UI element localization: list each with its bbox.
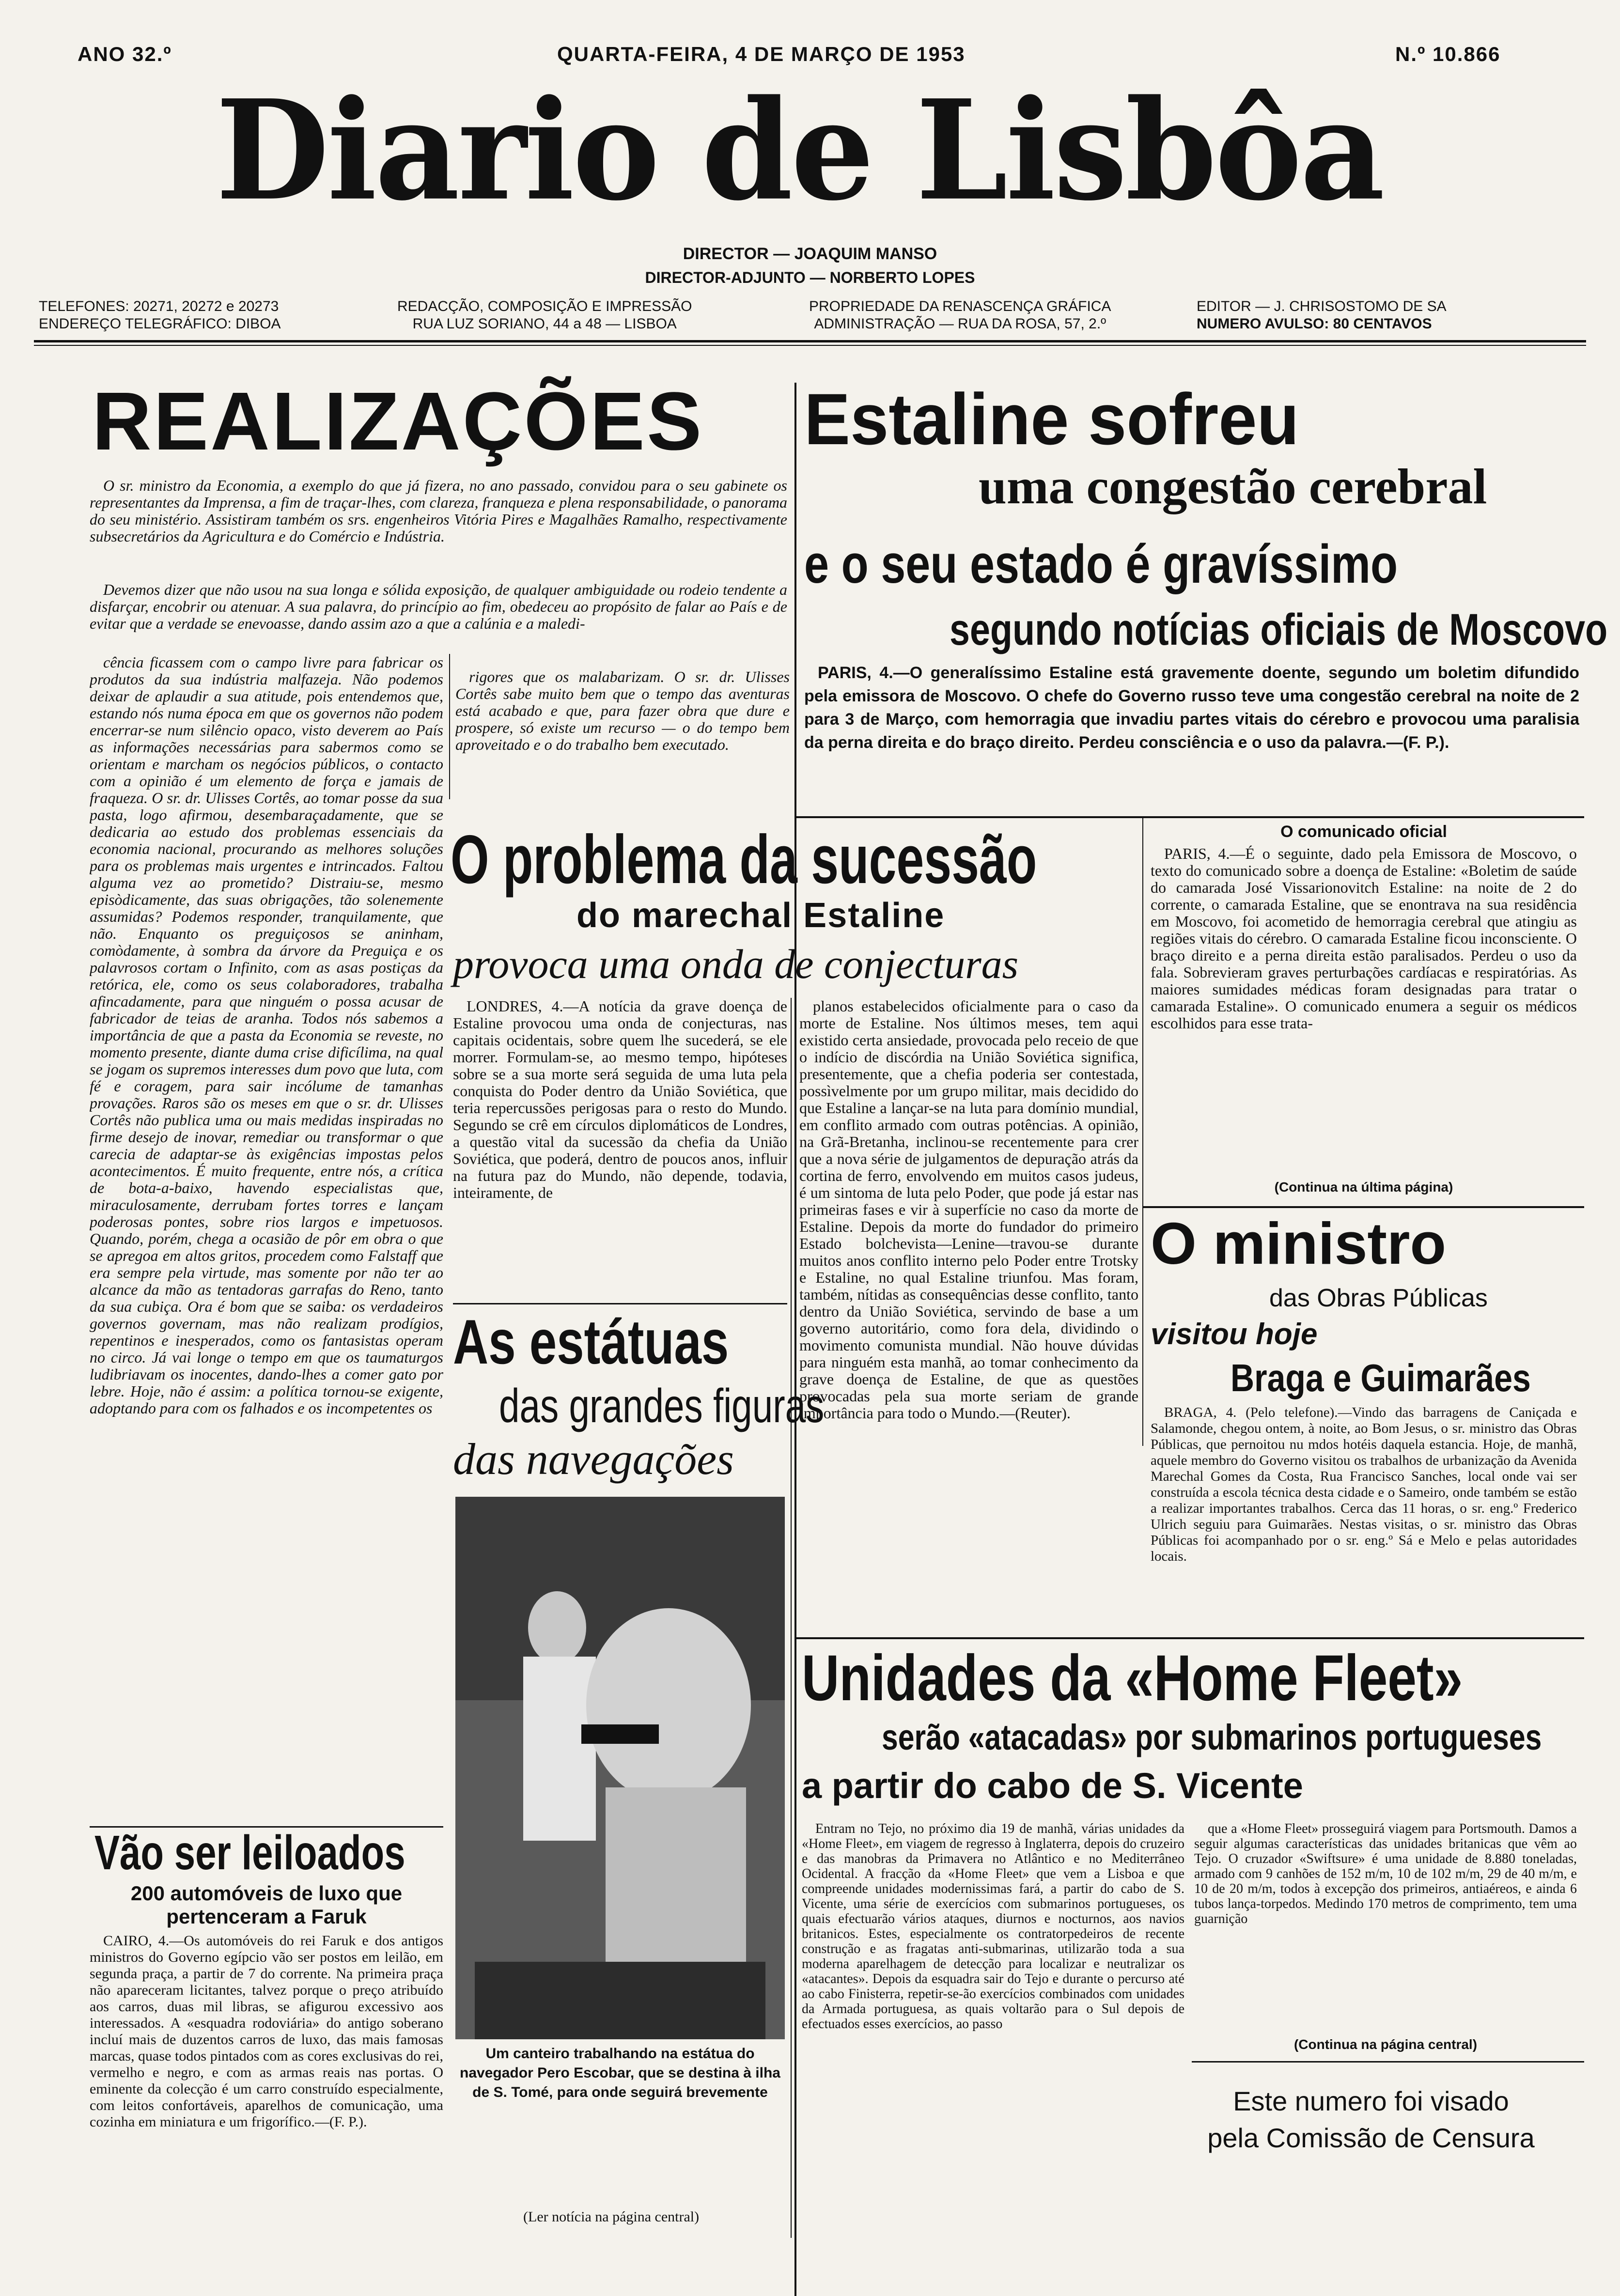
header-rule: [34, 340, 1586, 342]
estatuas-title-3: das navegações: [453, 1434, 734, 1484]
administration-address: ADMINISTRAÇÃO — RUA DA ROSA, 57, 2.º: [814, 316, 1106, 332]
issue-date: QUARTA-FEIRA, 4 DE MARÇO DE 1953: [557, 43, 966, 65]
realizacoes-column-b-text: rigores que os malabarizam. O sr. dr. Ulisses Cortês sabe muito bem que o tempo das aventuras está acabado e que, para fazer obra que dure e prospere, só existe um recurso — o do tempo bem aproveitado e o do trabalho bem executado.: [455, 668, 790, 753]
comunicado-title: O comunicado oficial: [1280, 822, 1447, 841]
ministro-title-2: das Obras Públicas: [1269, 1284, 1488, 1312]
price: NUMERO AVULSO: 80 CENTAVOS: [1197, 316, 1432, 332]
column-divider: [794, 383, 796, 2296]
realizacoes-paragraph-text: Devemos dizer que não usou na sua longa e sólida exposição, de qualquer ambiguidade ou rodeio tendente a disfarçar, encobrir ou atenuar. A sua palavra, do princípio ao fim, obedeceu ao propósito de falar ao País e de evitar que a verdade se enevoasse, dando assim azo a que a calúnia e a maledi-: [90, 581, 787, 632]
ministro-title-3: visitou hoje: [1151, 1318, 1318, 1351]
leiloados-title: Vão ser leiloados: [94, 1826, 405, 1880]
header-contacts: [39, 298, 281, 333]
home-fleet-column-b: [1194, 1821, 1577, 2030]
home-fleet-column-b-text: que a «Home Fleet» prosseguirá viagem para Portsmouth. Damos a seguir algumas características das unidades britanicas que vêm ao Tejo. O cruzador «Swiftsure» é uma unidade de 8.880 toneladas, armado com 9 canhões de 152 m/m, 10 de 102 m/m, 29 de 40 m/m, e 10 de 20 m/m, todos à excepção dos primeiros, antiaéreos, e ainda 6 tubos lança-torpedos. Medindo 170 metros de comprimento, tem uma guarnição: [1194, 1821, 1577, 1926]
deputy-director-line: DIRECTOR-ADJUNTO — NORBERTO LOPES: [645, 269, 975, 286]
censorship-line-1: Este numero foi visado: [1233, 2086, 1509, 2116]
sucessao-column-a-text: LONDRES, 4.—A notícia da grave doença de Estaline provocou uma onda de conjecturas, nas capitais ocidentais, sobre quem lhe sucederá, se ele morrer. Formulam-se, ao mesmo tempo, hipóteses sobre se a sua morte será seguida de uma luta pela conquista do Poder dentro da União Soviética, que teria repercussões perigosas para o resto do Mundo. Segundo se crê em círculos diplomáticos de Londres, a questão vital da sucessão da chefia da União Soviética, que poderá, dentro de poucos anos, influir na futura paz do Mundo, não depende, todavia, inteiramente, de: [453, 998, 787, 1201]
estaline-title-4: segundo notícias oficiais de Moscovo: [950, 605, 1608, 654]
realizacoes-title: REALIZAÇÕES: [92, 375, 704, 467]
editorial-office: REDACÇÃO, COMPOSIÇÃO E IMPRESSÃO: [397, 298, 692, 314]
estaline-title-1: Estaline sofreu: [804, 378, 1299, 460]
ministro-body: [1151, 1405, 1577, 1623]
column-divider: [449, 654, 450, 799]
property: PROPRIEDADE DA RENASCENÇA GRÁFICA: [809, 298, 1111, 314]
censorship-line-2: pela Comissão de Censura: [1207, 2123, 1535, 2153]
leiloados-body-text: CAIRO, 4.—Os automóveis do rei Faruk e dos antigos ministros do Governo egípcio vão ser postos em leilão, em segunda praça, a partir de 7 do corrente. Na primeira praça não apareceram licitantes, talvez porque o preço atribuído aos carros, duas mil libras, se afigurou excessivo aos interessados. A «esquadra rodoviária» do antigo soberano incluí mais de duzentos carros de luxo, das mais famosas marcas, quase todos pintados com as cores exclusivas do rei, vermelho e negro, e com as armas reais nas portas. O eminente da colecção é um carro construído especialmente, com leitos confortáveis, aparelhos de comunicação, uma cozinha em miniatura e um frigorífico.—(F. P.).: [90, 1933, 443, 2130]
realizacoes-paragraph: [90, 581, 787, 654]
estatuas-title-2: das grandes figuras: [499, 1379, 825, 1432]
phones: TELEFONES: 20271, 20272 e 20273: [39, 298, 279, 314]
home-fleet-title-2: serão «atacadas» por submarinos portugueses: [882, 1717, 1542, 1757]
header-editor: [1197, 298, 1447, 333]
censorship-notice: [1163, 2083, 1579, 2156]
comunicado-body: [1151, 845, 1577, 1175]
comunicado-continue: (Continua na última página): [1274, 1179, 1453, 1195]
sucessao-title-1: O problema da sucessão: [451, 821, 1037, 898]
home-fleet-continue: (Continua na página central): [1293, 2037, 1478, 2052]
home-fleet-title-1: Unidades da «Home Fleet»: [802, 1642, 1463, 1714]
section-rule: [794, 816, 1584, 818]
leiloados-body: [90, 1933, 443, 2204]
ministro-body-text: BRAGA, 4. (Pelo telefone).—Vindo das barragens de Caniçada e Salamonde, chegou ontem, à noite, ao Bom Jesus, o sr. ministro das Obras Públicas, que pernoitou nu mdos hotéis daquela estancia. Hoje, de manhã, aquele membro do Governo visitou os trabalhos de urbanização da Avenida Marechal Gomes da Costa, Rua Francisco Sanches, local onde vai ser construída a escola técnica desta cidade e o Sameiro, onde também se estão a realizar importantes trabalhos. Cerca das 11 horas, o sr. eng.º Frederico Ulrich seguiu para Guimarães. Nestas visitas, o sr. ministro das Obras Públicas foi acompanhado por o sr. eng.º Sá e Melo e pelas autoridades locais.: [1151, 1405, 1577, 1564]
header-editorial: [397, 298, 692, 333]
column-divider: [1142, 816, 1143, 1446]
realizacoes-column-a-text: cência ficassem com o campo livre para fabricar os produtos da sua indústria malfazeja. Não podemos deixar de aplaudir a sua atitude, pois entendemos que, estando nós numa época em que os governos não podem encerrar-se num silêncio opaco, visto deverem ao País as informações necessárias para sabermos como se orientam e marcham os negócios públicos, o contacto com a opinião é um elemento de força e jamais de fraqueza. O sr. dr. Ulisses Cortês, ao tomar posse da sua pasta, logo afirmou, desembaraçadamente, que se dedicaria ao estudo dos problemas essenciais da economia nacional, procurando as melhores soluções para os problemas mais urgentes e intrincados. Faltou alguma vez ao prometido? Distraiu-se, mesmo episòdicamente, das suas obrigações, tão solenemente assumidas? Podemos responder, tranquilamente, que não. Enquanto os preguiçosos se aninham, comòdamente, à sombra da árvore da Preguiça e os palavrosos cortam o Infinito, com as asas postiças da retórica, ele, como os seus colaboradores, trabalha afincadamente, para que ninguém o possa acusar de fabricador de teias de aranha. Todos nós sabemos a importância de que a pasta da Economia se reveste, no momento presente, diante duma crise dificílima, na qual se jogam os supremos interesses dum povo que luta, com fé e coragem, para sair incólume de tamanhas provações. Raros são os meses em que o sr. dr. Ulisses Cortês não publica uma ou mais medidas inspiradas no firme desejo de inovar, remediar ou transformar o que carecia de adaptar-se às exigências impostas pelos acontecimentos. É muito frequente, entre nós, a crítica de bota-a-baixo, havendo especialistas que, miraculosamente, derrubam fortes torres e lançam poderosas pontes, sobre rios largos e impetuosos. Quando, porém, chega a ocasião de pôr em obra o que se apregoa em altos gritos, procedem como Falstaff que era sempre pela virtude, mas somente por não ter ao alcance da mão as tentadoras garrafas do Reno, tanto da sua cubiça. Ora é bom que se saiba: os verdadeiros governos governam, mas não realizam prodígios, repentinos e inesperados, como os fantasistas operam no circo. Já vai longe o tempo em que os taumaturgos ludibriavam os inocentes, dando-lhes a comer gato por lebre. Hoje, não é assim: a política tornou-se exigente, adoptando para com os falhados e os incompetentes os: [90, 654, 443, 1417]
estaline-title-2: uma congestão cerebral: [979, 459, 1487, 514]
issue-number: N.º 10.866: [1395, 43, 1501, 65]
statue-caption: Um canteiro trabalhando na estátua do navegador Pero Escobar, que se destina à ilha de S. Tomé, para onde seguirá brevemente: [460, 2046, 780, 2100]
realizacoes-column-a: [90, 654, 443, 1821]
sucessao-title-2: do marechal Estaline: [576, 896, 945, 935]
comunicado-body-text: PARIS, 4.—É o seguinte, dado pela Emissora de Moscovo, o texto do comunicado sobre a doença de Estaline: «Boletim de saúde do camarada José Vissarionovitch Estaline: na noite de 2 do corrente, o camarada Estaline, que se enontrava na sua residência em Moscovo, foi acometido de hemorragia cerebral que atingiu as regiões vitais do cérebro. O camarada Estaline ficou inconsciente. O braço direito e a perna direita estão paralisados. Perdeu o uso da fala. Sobrevieram graves perturbações cardíacas e respiratórias. As maiores sumidades médicas foram designadas para tratar o camarada Estaline». O comunicado enumera a seguir os médicos escolhidos para esse trata-: [1151, 845, 1577, 1032]
section-rule: [1192, 2061, 1584, 2063]
section-rule: [794, 1637, 1584, 1639]
year-label: ANO 32.º: [78, 43, 172, 65]
home-fleet-column-a: [802, 1821, 1184, 2286]
section-rule: [453, 1303, 787, 1304]
statue-photo-illustration: [455, 1497, 785, 2039]
estatuas-title-1: As estátuas: [453, 1306, 729, 1377]
home-fleet-column-a-text: Entram no Tejo, no próximo dia 19 de manhã, várias unidades da «Home Fleet», em viagem de regresso à Inglaterra, depois do cruzeiro e das manobras da Primavera no Atlântico e no Mediterrâneo Ocidental. A fracção da «Home Fleet» que vem a Lisboa e que compreende unidades modernissimas fará, a partir do cabo de S. Vicente, uma série de exercícios com submarinos portugueses, os quais efectuarão vários ataques, diurnos e nocturnos, aos navios britanicos. Estes, especialmente os contratorpedeiros de recente construção e as fragatas anti-submarinas, utilizarão toda a sua moderna aparelhagem de detecção para localizar e neutralizar os «atacantes». Depois da esquadra sair do Tejo e durante o percurso até ao cabo Finisterra, repetir-se-ão exercícios combinados com unidades da Armada portuguesa, as quais voltarão para o Sul depois de efectuados esses exercícios, ao passo: [802, 1821, 1184, 2032]
realizacoes-intro-text: O sr. ministro da Economia, a exemplo do que já fizera, no ano passado, convidou para o seu gabinete os representantes da Imprensa, a fim de traçar-lhes, com clareza, franqueza e plena responsabilidade, o panorama do seu ministério. Assistiram também os srs. engenheiros Vitória Pires e Magalhães Ramalho, respectivamente subsecretários da Agricultura e do Comércio e Indústria.: [90, 477, 787, 545]
estaline-body-text: PARIS, 4.—O generalíssimo Estaline está gravemente doente, segundo um boletim difundido pela emissora de Moscovo. O chefe do Governo russo teve uma congestão cerebral na noite de 2 para 3 de Março, com hemorragia que invadiu partes vitais do cérebro e provocou uma paralisia da perna direita e do braço direito. Perdeu consciência e o uso da palavra.—(F. P.).: [804, 664, 1579, 752]
masthead-title: Diario de Lisbôa: [216, 69, 1383, 231]
header-rule-thin: [34, 345, 1586, 346]
home-fleet-title-3: a partir do cabo de S. Vicente: [802, 1766, 1303, 1806]
telegraph-address: ENDEREÇO TELEGRÁFICO: DIBOA: [39, 316, 281, 332]
realizacoes-column-b: [455, 668, 790, 799]
director-line: DIRECTOR — JOAQUIM MANSO: [683, 245, 937, 263]
header-property: [809, 298, 1111, 333]
sucessao-title-3: provoca uma onda de conjecturas: [453, 941, 1019, 987]
estaline-title-3: e o seu estado é gravíssimo: [804, 534, 1398, 594]
column-divider: [791, 998, 792, 2238]
ministro-title-4: Braga e Guimarães: [1231, 1356, 1531, 1399]
sucessao-column-a: [453, 998, 787, 1298]
statue-read-more: (Ler notícia na página central): [523, 2209, 700, 2225]
editor: EDITOR — J. CHRISOSTOMO DE SA: [1197, 298, 1447, 314]
section-rule: [1143, 1206, 1584, 1208]
sucessao-column-b: [799, 998, 1138, 1579]
sucessao-column-b-text: planos estabelecidos oficialmente para o caso da morte de Estaline. Nos últimos meses, tem aqui existido certa ansiedade, provocada pelo receio de que o indício de discórdia na União Soviética significa, presentemente, que a chefia poderia ser contestada, possìvelmente por um grupo militar, mais decidido do que Estaline a lançar-se na luta para domínio mundial, em conflito armado com outras potências. A opinião, na Grã-Bretanha, inclinou-se recentemente para crer que a nova série de julgamentos de depuração atrás da cortina de ferro, envolvendo em muitos casos judeus, é um sintoma de luta pelo Poder, que pode já estar nas primeiras fases e vir à superfície no caso da morte de Estaline. Depois da morte do fundador do primeiro Estado bolchevista—Lenine—travou-se durante muitos anos conflito interno pelo Poder entre Trotsky e Estaline, no qual Estaline triunfou. Mas foram, também, nítidas as consequências desse conflito, tanto dentro da União Soviética, servindo de base a um governo autoritário, como fora dela, dividindo o movimento comunista mundial. Não houve dúvidas para ninguém esta manhã, ao tomar conhecimento da grave doença de Estaline, de que as questões provocadas pela sua morte seriam de grande importância para todo o Mundo.—(Reuter).: [799, 998, 1138, 1422]
ministro-title-1: O ministro: [1151, 1210, 1447, 1276]
editorial-address: RUA LUZ SORIANO, 44 a 48 — LISBOA: [412, 316, 677, 332]
statue-photo: [455, 1497, 785, 2039]
leiloados-subtitle: 200 automóveis de luxo que pertenceram a Faruk: [130, 1882, 403, 1928]
estaline-body: [804, 661, 1579, 816]
